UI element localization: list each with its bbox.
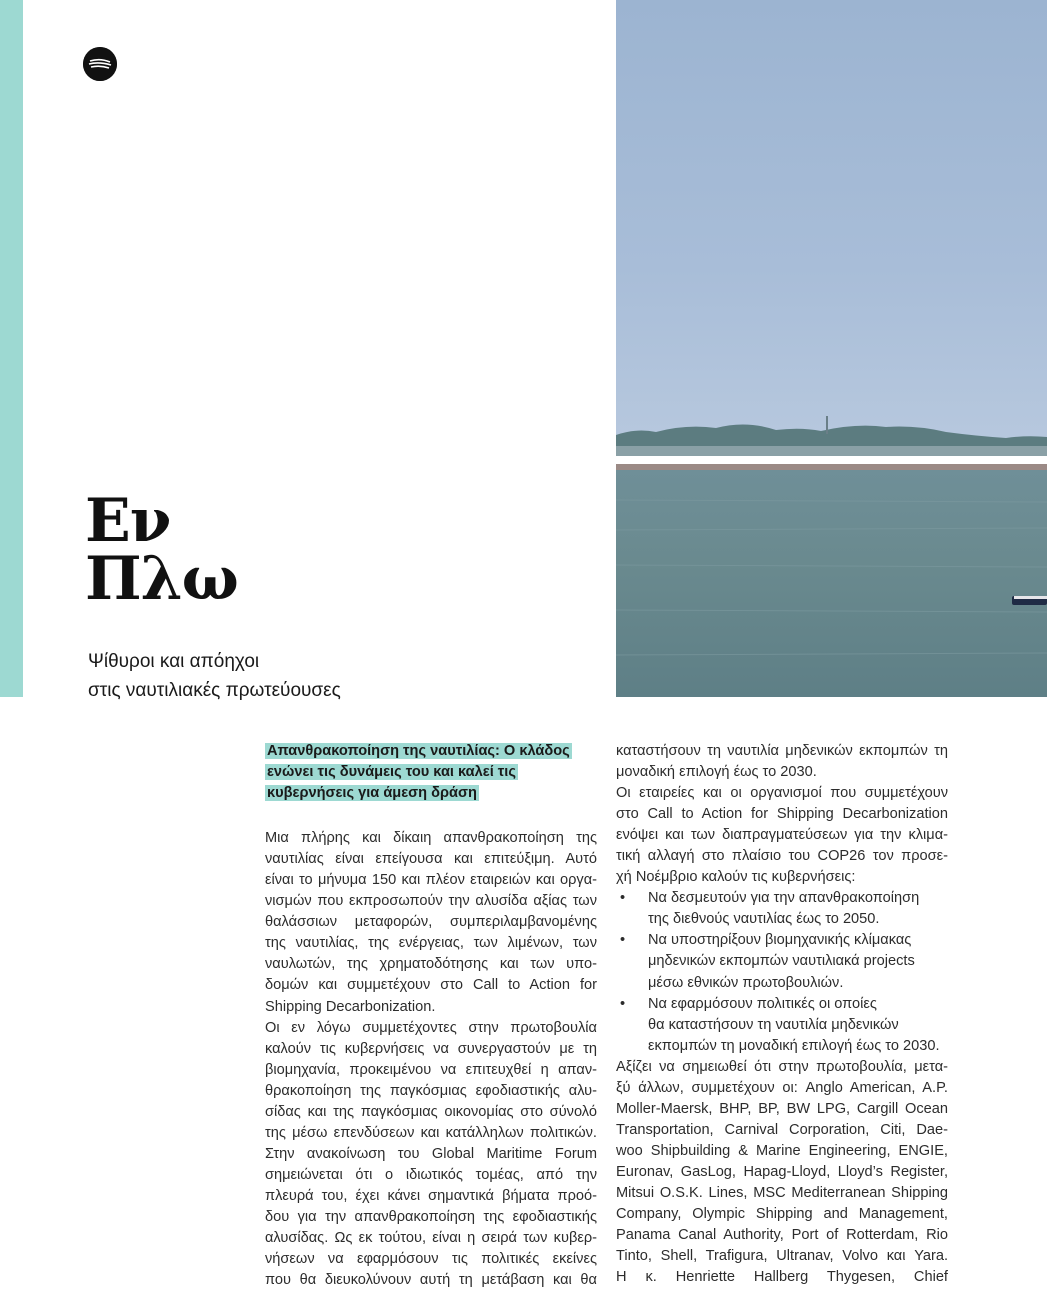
body-left-line: καλούν τις κυβερνήσεις να συνεργαστούν με τη [265,1040,597,1057]
article-right-column [616,741,948,1288]
body-left-line: ναυτιλίας είναι επείγουσα και επιτεύξιμη. Αυτό [265,851,597,868]
body-right-line: Company, Olympic Shipping and Management, [616,1206,948,1223]
article-left-column [265,741,597,1291]
body-left-line: της ναυτιλίας, της ενέργειας, των λιμένων, των [265,935,597,952]
body-left-line: θρακοποίηση της παγκόσμιας εφοδιαστικής αλυ- [265,1082,597,1099]
bullet-dot-icon: • [620,890,626,907]
body-left-line: νήσεων να εφαρμόσουν τις πολιτικές εκείνες [265,1251,597,1268]
article-body-left [265,828,597,1291]
bullet-line: μηδενικών εκπομπών ναυτιλιακά projects [648,953,915,970]
bullet-line: Να υποστηρίξουν βιομηχανικής κλίμακας [648,932,912,949]
body-left-line: Οι εν λόγω συμμετέχοντες στην πρωτοβουλία [265,1019,597,1036]
body-left-line: σημειώνεται ότι ο ιδιωτικός τομέας, από την [265,1166,597,1183]
body-left-line: Στην ανακοίνωση του Global Maritime Forum [265,1145,597,1162]
bullet-line: της διεθνούς ναυτιλίας έως το 2050. [648,911,880,928]
body-right-line: Οι εταιρείες και οι οργανισμοί που συμμετέχουν [616,785,948,802]
demands-bullet-list [616,888,948,1056]
wave-logo-icon [83,47,117,81]
body-left-line: δου για την απανθρακοποίηση της εφοδιαστικής [265,1208,597,1225]
subtitle-line-2: στις ναυτιλιακές πρωτεύουσες [88,680,341,701]
bullet-line: θα καταστήσουν τη ναυτιλία μηδενικών [648,1016,899,1033]
body-left-line: νισμών που εκπροσωπούν την αλυσίδα αξίας των [265,893,597,910]
body-right-line: χή Νοέμβριο καλούν τις κυβερνήσεις: [616,869,856,886]
bullet-line: εκπομπών τη μοναδική επιλογή έως το 2030. [648,1037,940,1054]
body-right-line: Η κ. Henriette Hallberg Thygesen, Chief [616,1269,948,1286]
bullet-item [616,994,948,1057]
body-left-line: Μια πλήρης και δίκαιη απανθρακοποίηση της [265,830,597,847]
headline-line-1: Απανθρακοποίηση της ναυτιλίας: Ο κλάδος [267,743,570,759]
bullet-line: Να εφαρμόσουν πολιτικές οι οποίες [648,995,877,1012]
body-left-line: πλευρά του, έχει κάνει σημαντικά βήματα προό- [265,1187,597,1204]
body-left-line: Shipping Decarbonization. [265,998,436,1015]
subtitle-line-1: Ψίθυροι και απόηχοι [88,651,260,672]
bullet-line: μέσω εθνικών πρωτοβουλιών. [648,974,844,991]
article-body-right-bottom [616,1057,948,1289]
bullet-item [616,888,948,930]
body-right-line: μοναδική επιλογή έως το 2030. [616,764,817,781]
sea-landscape-photo [616,0,1047,697]
body-left-line: βιομηχανία, προκειμένου να επιτευχθεί η απαν- [265,1061,597,1078]
article-headline [265,741,597,804]
body-left-line: της μέσω επενδύσεων και κατάλληλων πολιτικών. [265,1124,597,1141]
body-right-line: καταστήσουν τη ναυτιλία μηδενικών εκπομπών τη [616,743,948,759]
body-right-line: ενόψει και των διαπραγματεύσεων για την κλιμα- [616,827,948,844]
body-right-line: Tinto, Shell, Trafigura, Ultranav, Volvo και Yara. [616,1248,948,1265]
body-left-line: είναι το μήνυμα 150 και πλέον εταιρειών και οργα- [265,872,597,889]
body-left-line: θαλάσσιων μεταφορών, συμπεριλαμβανομένης [265,914,597,931]
body-right-line: Moller-Maersk, BHP, BP, BW LPG, Cargill Ocean [616,1100,948,1117]
bullet-dot-icon: • [620,995,626,1012]
body-right-line: Panama Canal Authority, Port of Rotterdam, Rio [616,1227,948,1244]
body-left-line: που θα διευκολύνουν αυτή τη μετάβαση και θα [265,1272,597,1289]
title-line-2: Πλω [85,544,238,614]
body-left-line: αλυσίδας. Ως εκ τούτου, είναι η σειρά των κυβερ- [265,1230,597,1247]
headline-line-2: ενώνει τις δυνάμεις του και καλεί τις [267,764,516,781]
body-right-line: ξύ άλλων, συμμετέχουν οι: Anglo American, A.P. [616,1079,948,1096]
bullet-item [616,930,948,993]
page-subtitle [88,647,341,705]
body-left-line: δομών και συμμετέχουν στο Call to Action for [265,977,597,994]
body-right-line: Αξίζει να σημειωθεί ότι στην πρωτοβουλία, μετα- [616,1058,948,1075]
bullet-line: Να δεσμευτούν για την απανθρακοποίηση [648,890,920,907]
bullet-dot-icon: • [620,932,626,949]
headline-line-3: κυβερνήσεις για άμεση δράση [267,785,477,802]
article-body-right-top [616,741,948,888]
body-right-line: τική αλλαγή στο πλαίσιο του COP26 τον προσε- [616,848,948,865]
page-title [85,486,238,614]
body-right-line: Transportation, Carnival Corporation, Citi, Dae- [616,1121,948,1138]
body-left-line: ναυλωτών, της χρηματοδότησης και των υπο- [265,956,597,973]
body-left-line: σίδας και της παγκόσμιας οικονομίας στο σύνολό [265,1103,597,1120]
title-line-1: Εν [85,486,171,556]
body-right-line: woo Shipbuilding & Marine Engineering, ENGIE, [616,1142,948,1159]
body-right-line: Mitsui O.S.K. Lines, MSC Mediterranean Shipping [616,1184,948,1201]
accent-side-bar [0,0,23,697]
body-right-line: στο Call to Action for Shipping Decarbonization [616,806,948,823]
body-right-line: Euronav, GasLog, Hapag-Lloyd, Lloyd’s Register, [616,1163,948,1180]
